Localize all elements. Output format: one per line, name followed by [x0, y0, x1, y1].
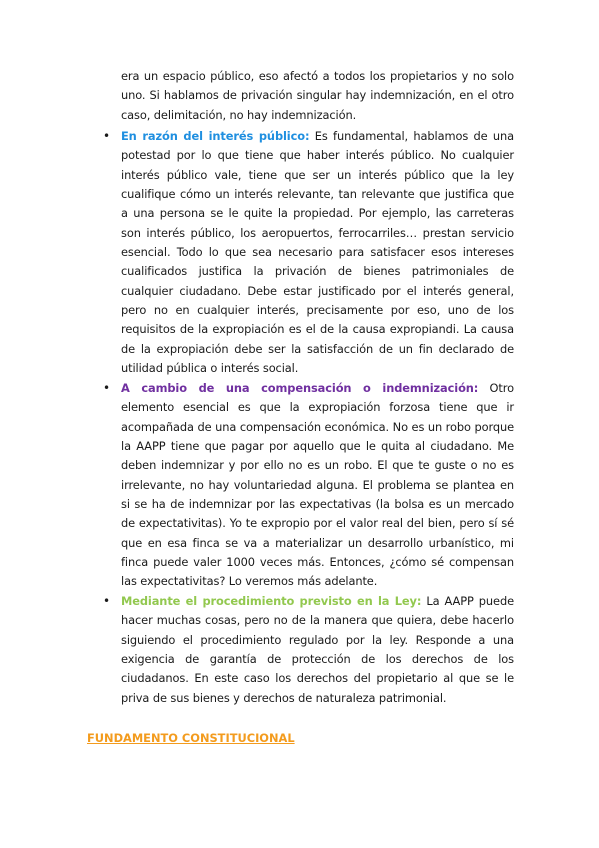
- bullet-item-interes-publico: [121, 127, 514, 378]
- bullet-term: En razón del interés público:: [121, 129, 310, 143]
- bullet-text: La AAPP puede hacer muchas cosas, pero no de la manera que quiera, debe hacerlo siguiendo el procedimiento regulado por la ley. Responde a una exigencia de garantía de protección de los derechos de los ciudadanos. En este caso los derechos del propietario al que se le priva de sus bienes y derechos de naturaleza patrimonial.: [121, 594, 514, 705]
- bullet-term: A cambio de una compensación o indemnización:: [121, 381, 479, 395]
- section-heading: FUNDAMENTO CONSTITUCIONAL: [87, 731, 295, 745]
- bullet-text: Es fundamental, hablamos de una potestad por lo que tiene que haber interés público. No cualquier interés público vale, tiene que ser un interés público que la ley cualifique cómo un interés relevante, tan relevante que justifica que a una persona se le quite la propiedad. Por ejemplo, las carreteras son interés público, los aeropuertos, ferrocarriles… prestan servicio esencial. Todo lo que sea necesario para satisfacer esos intereses cualificados justifica la privación de bienes patrimoniales de cualquier ciudadano. Debe estar justificado por el interés general, pero no en cualquier interés, precisamente por eso, uno de los requisitos de la expropiación es el de la causa expropiandi. La causa de la expropiación debe ser la satisfacción de un fin declarado de utilidad pública o interés social.: [121, 129, 514, 376]
- bullet-marker: •: [103, 129, 111, 143]
- bullet-text: Otro elemento esencial es que la expropiación forzosa tiene que ir acompañada de una compensación económica. No es un robo porque la AAPP tiene que pagar por aquello que le quita al ciudadano. Me deben indemnizar y por ello no es un robo. El que te guste o no es irrelevante, no hay voluntariedad alguna. El problema se plantea en si se ha de indemnizar por las expectativas (la bolsa es un mercado de expectativitas). Yo te expropio por el valor real del bien, pero sí sé que en esa finca se va a materializar un desarrollo urbanístico, mi finca puede valer 1000 veces más. Entonces, ¿cómo sé compensan las expectativitas? Lo veremos más adelante.: [121, 381, 514, 589]
- bullet-marker: •: [103, 381, 111, 395]
- bullet-marker: •: [103, 594, 111, 608]
- continuation-paragraph: era un espacio público, eso afectó a todos los propietarios y no solo uno. Si hablamos de privación singular hay indemnización, en el otro caso, delimitación, no hay indemnización.: [121, 69, 514, 122]
- bullet-item-compensacion: [121, 379, 514, 592]
- bullet-item-procedimiento: [121, 592, 514, 708]
- bullet-term: Mediante el procedimiento previsto en la Ley:: [121, 594, 422, 608]
